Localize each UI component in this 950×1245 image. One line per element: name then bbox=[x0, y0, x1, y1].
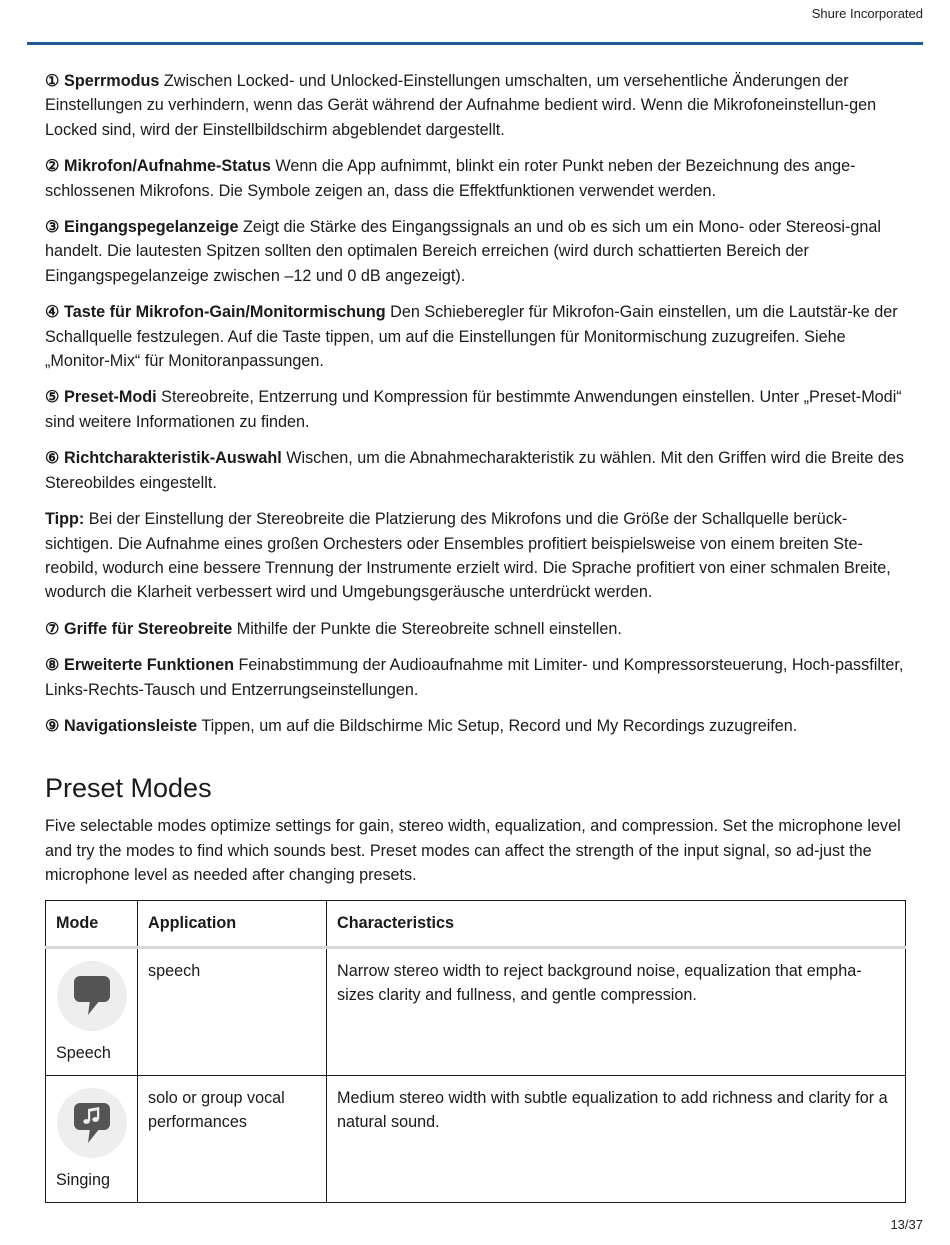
item-text: Zwischen Locked- und Unlocked-Einstellungen umschalten, um versehentliche Änderungen der Einstellungen zu verhindern, wenn das Gerät während der Aufnahme bedient wird. Wenn die Mikrofoneinstellun-gen Locked sind, wird der Einstellbildschirm abgeblendet dargestellt. bbox=[45, 72, 877, 139]
item-text: Wischen, um die Abnahmecharakteristik zu wählen. Mit den Griffen wird die Breite des Stereobildes eingestellt. bbox=[45, 449, 905, 492]
item-7 bbox=[45, 617, 907, 641]
item-number: ⑤ bbox=[45, 388, 60, 407]
item-title: Griffe für Stereobreite bbox=[64, 619, 233, 638]
item-number: ② bbox=[45, 157, 60, 176]
music-note-bubble-icon bbox=[57, 1088, 127, 1158]
application-cell: solo or group vocal performances bbox=[138, 1075, 327, 1202]
item-text: Feinabstimmung der Audioaufnahme mit Limiter- und Kompressorsteuerung, Hoch-passfilter, Links-Rechts-Tausch und Entzerrungseinstellungen. bbox=[45, 656, 904, 699]
item-title: Navigationsleiste bbox=[64, 716, 198, 735]
mode-label: Singing bbox=[56, 1170, 111, 1189]
column-header: Mode bbox=[46, 900, 138, 947]
item-number: ⑨ bbox=[45, 716, 60, 735]
item-2 bbox=[45, 154, 907, 203]
item-number: ⑥ bbox=[45, 449, 60, 468]
item-6 bbox=[45, 446, 907, 495]
table-row bbox=[46, 1075, 906, 1202]
item-number: ④ bbox=[45, 303, 60, 322]
item-8 bbox=[45, 653, 907, 702]
header-rule bbox=[27, 42, 923, 45]
item-text: Mithilfe der Punkte die Stereobreite schnell einstellen. bbox=[232, 619, 622, 638]
item-number: ⑦ bbox=[45, 619, 60, 638]
preset-modes-table bbox=[45, 900, 906, 1204]
table-row bbox=[46, 947, 906, 1075]
item-title: Richtcharakteristik-Auswahl bbox=[64, 449, 282, 468]
mode-label: Speech bbox=[56, 1043, 111, 1062]
tip-text: Bei der Einstellung der Stereobreite die Platzierung des Mikrofons und die Größe der Schallquelle berück-sichtigen. Die Aufnahme eines großen Orchesters oder Ensembles profitiert beispielsweise von einem breiten Ste-reobild, wodurch eine bessere Trennung der Instrumente erzielt wird. Die Sprache profitiert von einer schmalen Breite, wodurch die Klarheit verbessert wird und Umgebungsgeräusche unterdrückt werden. bbox=[45, 510, 891, 602]
page-number: 13/37 bbox=[890, 1217, 923, 1232]
application-cell: speech bbox=[138, 947, 327, 1075]
item-number: ① bbox=[45, 72, 60, 90]
item-text: Den Schieberegler für Mikrofon-Gain einstellen, um die Lautstär-ke der Schallquelle festzulegen. Auf die Taste tippen, um auf die Einstellungen für Monitormischung zuzugreifen. Siehe „Monitor-Mix“ für Monitoranpassungen. bbox=[45, 303, 898, 371]
item-1 bbox=[45, 69, 907, 142]
column-header: Characteristics bbox=[327, 900, 906, 947]
item-title: Erweiterte Funktionen bbox=[64, 656, 235, 675]
item-5 bbox=[45, 385, 907, 434]
item-text: Tippen, um auf die Bildschirme Mic Setup, Record und My Recordings zuzugreifen. bbox=[197, 716, 798, 735]
item-title: Eingangspegelanzeige bbox=[64, 218, 239, 237]
item-number: ③ bbox=[45, 218, 60, 237]
mode-cell bbox=[46, 1075, 138, 1202]
item-title: Sperrmodus bbox=[64, 72, 160, 90]
header-company-name: Shure Incorporated bbox=[811, 6, 923, 21]
tip-paragraph bbox=[45, 507, 907, 605]
page-content bbox=[45, 69, 907, 1203]
item-text: Zeigt die Stärke des Eingangssignals an und ob es sich um ein Mono- oder Stereosi-gnal handelt. Die lautesten Spitzen sollten den optimalen Bereich erreichen (wird durch schattierten Bereich der Eingangspegelanzeige zwischen –12 und 0 dB angezeigt). bbox=[45, 218, 882, 285]
item-4 bbox=[45, 300, 907, 373]
column-header: Application bbox=[138, 900, 327, 947]
item-text: Stereobreite, Entzerrung und Kompression für bestimmte Anwendungen einstellen. Unter „Preset-Modi“ sind weitere Informationen zu finden. bbox=[45, 388, 902, 431]
tip-label: Tipp: bbox=[45, 510, 85, 529]
item-title: Taste für Mikrofon-Gain/Monitormischung bbox=[64, 303, 386, 322]
item-3 bbox=[45, 215, 907, 288]
item-number: ⑧ bbox=[45, 656, 60, 675]
table-header-row bbox=[46, 900, 906, 947]
speech-bubble-icon bbox=[57, 961, 127, 1031]
item-title: Preset-Modi bbox=[64, 388, 157, 407]
characteristics-cell: Narrow stereo width to reject background noise, equalization that empha-sizes clarity and fullness, and gentle compression. bbox=[327, 947, 906, 1075]
item-text: Wenn die App aufnimmt, blinkt ein roter Punkt neben der Bezeichnung des ange-schlossenen Mikrofons. Die Symbole zeigen an, dass die Effektfunktionen verwendet werden. bbox=[45, 157, 856, 200]
characteristics-cell: Medium stereo width with subtle equalization to add richness and clarity for a natural sound. bbox=[327, 1075, 906, 1202]
section-intro: Five selectable modes optimize settings for gain, stereo width, equalization, and compression. Set the microphone level and try the modes to find which sounds best. Preset modes can affect the strength of the input signal, so ad-just the microphone level as needed after changing presets. bbox=[45, 817, 901, 885]
section-heading: Preset Modes bbox=[45, 773, 212, 804]
mode-cell bbox=[46, 947, 138, 1075]
item-9 bbox=[45, 714, 907, 738]
item-title: Mikrofon/Aufnahme-Status bbox=[64, 157, 271, 176]
